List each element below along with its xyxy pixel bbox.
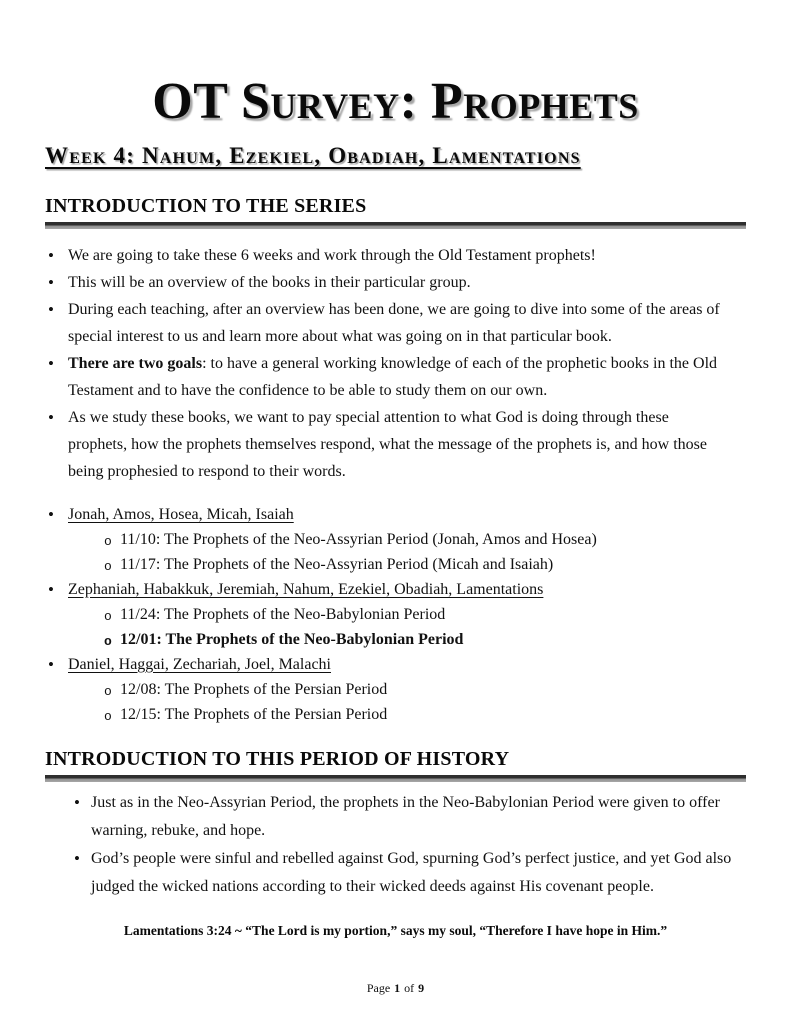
series-bullet-list — [45, 242, 746, 485]
circle-bullet-icon — [104, 528, 112, 554]
schedule-sublist — [68, 602, 746, 652]
schedule-sublist — [68, 677, 746, 727]
bullet-icon — [74, 845, 80, 874]
heading-rule — [45, 222, 746, 229]
section-heading-history — [45, 746, 746, 782]
schedule-group-title: Zephaniah, Habakkuk, Jeremiah, Nahum, Ezekiel, Obadiah, Lamentations — [68, 580, 544, 598]
of-label: of — [404, 981, 415, 995]
schedule-item — [68, 702, 746, 727]
bullet-icon — [48, 269, 54, 297]
bullet-icon — [48, 652, 54, 678]
schedule-group — [45, 652, 746, 727]
bullet-icon — [48, 296, 54, 324]
bullet-icon — [48, 502, 54, 528]
bullet-text: God’s people were sinful and rebelled against God, spurning God’s perfect justice, and yet God also judged the wicked nations according to their wicked deeds against His covenant people. — [91, 849, 732, 895]
page-label: Page — [366, 981, 391, 995]
section-heading-history-text: INTRODUCTION TO THIS PERIOD OF HISTORY — [45, 747, 510, 770]
bullet-text: During each teaching, after an overview has been done, we are going to dive into some of the areas of special interest to us and learn more about what was going on in that particular book. — [68, 300, 720, 345]
schedule-item — [68, 527, 746, 552]
schedule-sublist — [68, 527, 746, 577]
circle-bullet-icon — [104, 678, 112, 704]
bullet-icon — [48, 350, 54, 378]
page-footer — [0, 981, 791, 996]
bullet-item — [45, 350, 728, 404]
bullet-icon — [48, 404, 54, 432]
page-title: OT Survey: Prophets — [152, 73, 639, 130]
schedule-group — [45, 577, 746, 652]
bullet-item — [45, 845, 746, 901]
heading-rule — [45, 775, 746, 782]
schedule-item-text: 12/01: The Prophets of the Neo-Babylonian Period — [120, 630, 464, 648]
bullet-text: Just as in the Neo-Assyrian Period, the prophets in the Neo-Babylonian Period were given to offer warning, rebuke, and hope. — [91, 793, 720, 839]
circle-bullet-icon — [104, 628, 112, 654]
bullet-lead-bold: There are two goals — [68, 354, 203, 372]
schedule-item-text: 11/10: The Prophets of the Neo-Assyrian Period (Jonah, Amos and Hosea) — [120, 530, 597, 548]
schedule-group-title: Jonah, Amos, Hosea, Micah, Isaiah — [68, 505, 294, 523]
bullet-icon — [48, 577, 54, 603]
schedule-item-current — [68, 627, 746, 652]
subtitle-row — [45, 132, 746, 171]
bullet-item — [45, 789, 746, 845]
schedule-item-text: 11/24: The Prophets of the Neo-Babylonian Period — [120, 605, 446, 623]
page-total: 9 — [418, 981, 425, 995]
schedule-group-title: Daniel, Haggai, Zechariah, Joel, Malachi — [68, 655, 331, 673]
bullet-item — [45, 269, 728, 296]
page-number: 1 — [394, 981, 401, 995]
schedule-list — [45, 502, 746, 727]
section-heading-series-text: INTRODUCTION TO THE SERIES — [45, 194, 367, 217]
schedule-item — [68, 602, 746, 627]
circle-bullet-icon — [104, 703, 112, 729]
bullet-text: : to have a general working knowledge of each of the prophetic books in the Old Testament and to have the confidence to be able to study them on our own. — [68, 354, 718, 399]
circle-bullet-icon — [104, 553, 112, 579]
week-subtitle: Week 4: Nahum, Ezekiel, Obadiah, Lamentations — [45, 142, 581, 168]
schedule-item-text: 12/15: The Prophets of the Persian Period — [120, 705, 388, 723]
bullet-icon — [74, 789, 80, 818]
bullet-text: This will be an overview of the books in their particular group. — [68, 273, 471, 291]
circle-bullet-icon — [104, 603, 112, 629]
bullet-text: As we study these books, we want to pay special attention to what God is doing through these prophets, how the prophets themselves respond, what the message of the prophets is, and how those being prophesied to respond to their words. — [68, 408, 707, 480]
bullet-icon — [48, 242, 54, 270]
schedule-group — [45, 502, 746, 577]
bullet-item — [45, 404, 728, 485]
schedule-item — [68, 552, 746, 577]
history-bullet-list — [45, 789, 746, 901]
schedule-item-text: 11/17: The Prophets of the Neo-Assyrian Period (Micah and Isaiah) — [120, 555, 554, 573]
section-heading-series — [45, 193, 746, 229]
bullet-item — [45, 296, 728, 350]
bullet-text: We are going to take these 6 weeks and work through the Old Testament prophets! — [68, 246, 596, 264]
schedule-item — [68, 677, 746, 702]
memory-verse: Lamentations 3:24 ~ “The Lord is my portion,” says my soul, “Therefore I have hope in Him.” — [123, 922, 668, 938]
bullet-item — [45, 242, 728, 269]
schedule-item-text: 12/08: The Prophets of the Persian Period — [120, 680, 388, 698]
